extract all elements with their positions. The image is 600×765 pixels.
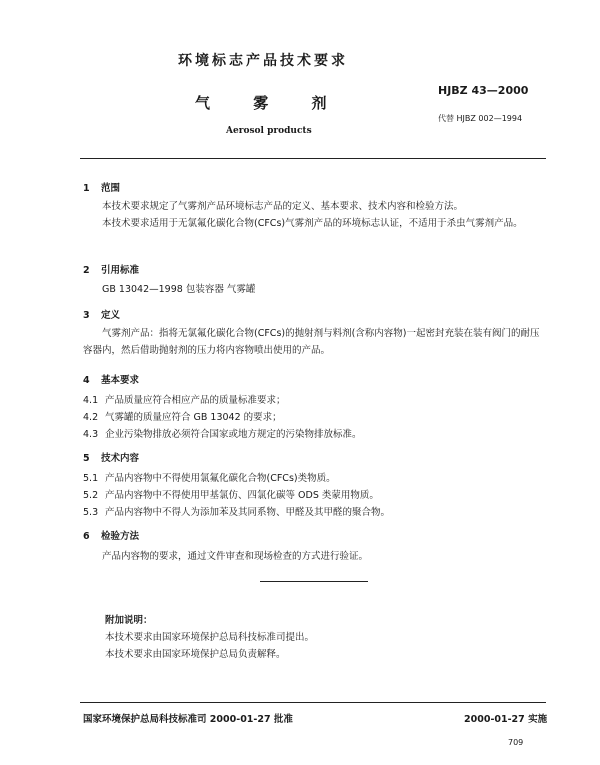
section-5-heading bbox=[83, 450, 139, 464]
section-3-paragraph: 气雾剂产品：指将无氯氟化碳化合物(CFCs)的抛射剂与料剂(含称内容物)一起密封充装在装有阀门的耐压容器内，然后借助抛射剂的压力将内容物喷出使用的产品。 bbox=[83, 328, 540, 356]
section-2-heading bbox=[83, 262, 139, 276]
item-number: 5.2 bbox=[83, 490, 99, 501]
item-text: 企业污染物排放必须符合国家或地方规定的污染物排放标准。 bbox=[105, 429, 362, 440]
item-number: 4.3 bbox=[83, 429, 99, 440]
section-title: 引用标准 bbox=[101, 265, 140, 276]
section-title: 定义 bbox=[101, 310, 121, 321]
item-number: 5.1 bbox=[83, 473, 99, 484]
notes-title: 附加说明： bbox=[105, 615, 153, 626]
item-number: 5.3 bbox=[83, 507, 99, 518]
section-title: 检验方法 bbox=[101, 531, 140, 542]
section-number: 1 bbox=[83, 183, 90, 194]
header-rule bbox=[80, 158, 546, 159]
section-number: 6 bbox=[83, 531, 90, 542]
section-number: 4 bbox=[83, 375, 90, 386]
section-6-paragraph: 产品内容物的要求，通过文件审查和现场检查的方式进行验证。 bbox=[102, 551, 369, 562]
section-number: 5 bbox=[83, 453, 90, 464]
section-4-item-3 bbox=[83, 426, 362, 440]
section-title: 基本要求 bbox=[101, 375, 140, 386]
section-title: 技术内容 bbox=[101, 453, 140, 464]
section-2-paragraph: GB 13042—1998 包装容器 气雾罐 bbox=[102, 284, 256, 295]
section-title: 范围 bbox=[101, 183, 121, 194]
section-4-item-1 bbox=[83, 392, 286, 406]
document-title: 环境标志产品技术要求 bbox=[178, 53, 348, 69]
section-number: 3 bbox=[83, 310, 90, 321]
item-text: 产品内容物中不得人为添加苯及其同系物、甲醛及其甲醛的聚合物。 bbox=[105, 507, 391, 518]
section-number: 2 bbox=[83, 265, 90, 276]
section-1-paragraph-1: 本技术要求规定了气雾剂产品环境标志产品的定义、基本要求、技术内容和检验方法。 bbox=[102, 201, 464, 212]
section-1-paragraph-2: 本技术要求适用于无氯氟化碳化合物(CFCs)气雾剂产品的环境标志认证，不适用于杀虫气雾剂产品。 bbox=[102, 218, 523, 229]
standard-number: HJBZ 43—2000 bbox=[438, 84, 529, 97]
replaces-standard: 代替 HJBZ 002—1994 bbox=[438, 114, 523, 123]
effective-date: 2000-01-27 实施 bbox=[464, 714, 548, 725]
item-text: 气雾罐的质量应符合 GB 13042 的要求； bbox=[105, 412, 282, 423]
product-name-english: Aerosol products bbox=[226, 126, 312, 136]
item-number: 4.1 bbox=[83, 395, 99, 406]
notes-line-2: 本技术要求由国家环境保护总局负责解释。 bbox=[105, 649, 286, 660]
page-number: 709 bbox=[508, 738, 524, 747]
notes-line-1: 本技术要求由国家环境保护总局科技标准司提出。 bbox=[105, 632, 315, 643]
item-text: 产品质量应符合相应产品的质量标准要求； bbox=[105, 395, 286, 406]
item-text: 产品内容物中不得使用氯氟化碳化合物(CFCs)类物质。 bbox=[105, 473, 336, 484]
end-separator bbox=[260, 581, 368, 582]
section-6-heading bbox=[83, 528, 139, 542]
footer-rule bbox=[80, 702, 546, 703]
item-text: 产品内容物中不得使用甲基氯仿、四氯化碳等 ODS 类蒙用物质。 bbox=[105, 490, 379, 501]
section-3-heading bbox=[83, 307, 120, 321]
section-5-item-3 bbox=[83, 504, 390, 518]
section-5-item-1 bbox=[83, 470, 336, 484]
product-name: 气 雾 剂 bbox=[195, 94, 327, 112]
approval-line: 国家环境保护总局科技标准司 2000-01-27 批准 bbox=[83, 714, 293, 725]
section-4-item-2 bbox=[83, 409, 282, 423]
section-4-heading bbox=[83, 372, 139, 386]
section-5-item-2 bbox=[83, 487, 379, 501]
item-number: 4.2 bbox=[83, 412, 99, 423]
section-1-heading bbox=[83, 180, 120, 194]
